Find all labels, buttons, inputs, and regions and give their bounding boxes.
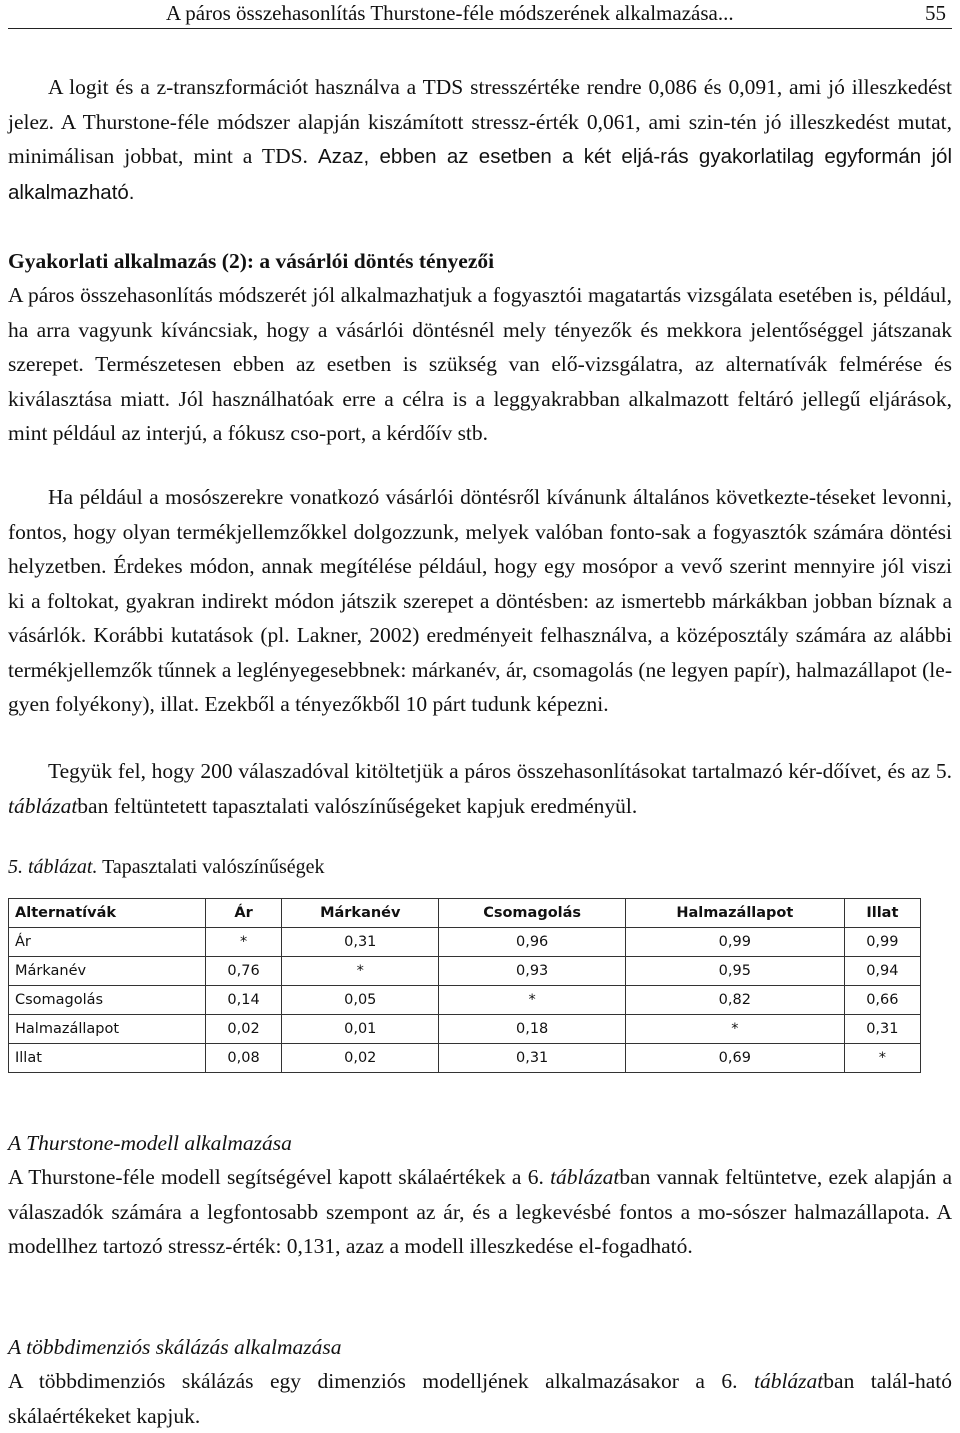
table-cell: 0,76 <box>205 957 281 986</box>
row-label: Márkanév <box>9 957 206 986</box>
table-cell: 0,94 <box>844 957 920 986</box>
column-header: Alternatívák <box>9 899 206 928</box>
body-paragraph-3 <box>8 754 952 823</box>
mds-table-ref: táblázat <box>753 1369 824 1393</box>
table-cell: 0,95 <box>625 957 844 986</box>
p3-text-after: ban feltüntetett tapasztalati valószínűségeket kapjuk eredményül. <box>77 793 638 818</box>
table-cell: 0,93 <box>439 957 626 986</box>
table-cell: * <box>439 986 626 1015</box>
page-number: 55 <box>925 1 946 25</box>
table-row <box>9 1044 921 1073</box>
table-caption <box>8 852 325 882</box>
table-cell: 0,69 <box>625 1044 844 1073</box>
mds-paragraph <box>8 1364 952 1433</box>
column-header: Csomagolás <box>439 899 626 928</box>
thurstone-table-ref: táblázat <box>550 1165 620 1189</box>
table-cell: 0,99 <box>625 928 844 957</box>
intro-text-sans: Azaz, ebben az esetben a két eljá-rás gyakorlatilag egyformán jól alkalmazható. <box>8 145 953 204</box>
table-row <box>9 928 921 957</box>
table-cell: 0,31 <box>844 1015 920 1044</box>
body-paragraph-2: Ha például a mosószerekre vonatkozó vásárlói döntésről kívánunk általános következte-téseket levonni, fontos, hogy olyan termékjellemzőkkel dolgozzunk, melyek valóban fonto-sak a fogyasztók számára döntési helyzetben. Érdekes módon, annak megítélése például, hogy egy mosópor a vevő szerint mennyire jól viszi ki a foltokat, gyakran indirekt módon játszik szerepet a döntésben: az ismertebb márkákban jobban bíznak a vásárlók. Korábbi kutatások (pl. Lakner, 2002) eredményeit felhasználva, a középosztály számára az alábbi termékjellemzők tűnnek a leglényegesebbnek: márkanév, ár, csomagolás (ne legyen papír), halmazállapot (le-gyen folyékony), illat. Ezekből a tényezőkből 10 párt tudunk képezni. <box>8 485 952 716</box>
running-header <box>8 0 952 29</box>
table-cell: 0,02 <box>205 1015 281 1044</box>
column-header: Halmazállapot <box>625 899 844 928</box>
column-header: Illat <box>844 899 920 928</box>
table-cell: * <box>844 1044 920 1073</box>
table-cell: 0,01 <box>282 1015 439 1044</box>
table-row <box>9 986 921 1015</box>
table-cell: 0,14 <box>205 986 281 1015</box>
table-title: Tapasztalati valószínűségek <box>97 856 325 878</box>
thurstone-text-after: ban vannak feltüntetve, ezek alapján a válaszadók számára a legfontosabb szempont az ár, és a legkevésbé fontos a mo-sószer halmazállapota. A modellhez tartozó stressz-érték: 0,131, azaz a modell illeszkedése el-fogadható. <box>8 1165 952 1258</box>
mds-heading: A többdimenziós skálázás alkalmazása <box>8 1335 342 1359</box>
table-row <box>9 957 921 986</box>
row-label: Halmazállapot <box>9 1015 206 1044</box>
thurstone-paragraph <box>8 1160 952 1264</box>
probability-table <box>8 898 921 1073</box>
table-cell: 0,31 <box>439 1044 626 1073</box>
table-cell: 0,96 <box>439 928 626 957</box>
table-cell: 0,02 <box>282 1044 439 1073</box>
table-cell: 0,08 <box>205 1044 281 1073</box>
thurstone-text-before: A Thurstone-féle modell segítségével kapott skálaértékek a 6. <box>8 1165 551 1189</box>
table-cell: * <box>282 957 439 986</box>
table-cell: 0,18 <box>439 1015 626 1044</box>
row-label: Ár <box>9 928 206 957</box>
thurstone-heading: A Thurstone-modell alkalmazása <box>8 1131 292 1155</box>
row-label: Illat <box>9 1044 206 1073</box>
table-cell: 0,66 <box>844 986 920 1015</box>
mds-text-before: A többdimenziós skálázás egy dimenziós modelljének alkalmazásakor a 6. <box>8 1369 754 1393</box>
table-cell: 0,31 <box>282 928 439 957</box>
column-header: Márkanév <box>282 899 439 928</box>
table-cell: 0,99 <box>844 928 920 957</box>
row-label: Csomagolás <box>9 986 206 1015</box>
p3-table-ref: táblázat <box>8 793 78 818</box>
body-paragraph-1: A páros összehasonlítás módszerét jól alkalmazhatjuk a fogyasztói magatartás vizsgálata esetében is, például, ha arra vagyunk kíváncsiak, hogy a vásárlói döntésnél mely tényezők és mekkora jelentőséggel játszanak szerepet. Természetesen ebben az esetben is szükség van elő-vizsgálatra, az alternatívák felmérése és kiválasztása miatt. Jól használhatóak erre a célra is a leggyakrabban alkalmazott feltáró jellegű eljárások, mint például az interjú, a fókusz cso-port, a kérdőív stb. <box>8 283 952 445</box>
table-cell: 0,82 <box>625 986 844 1015</box>
table-cell: * <box>625 1015 844 1044</box>
running-title: A páros összehasonlítás Thurstone-féle módszerének alkalmazása... <box>166 1 734 25</box>
intro-text-serif: A logit és a z-transzformációt használva a TDS stresszértéke rendre 0,086 és 0,091, ami jó illeszkedést jelez. A Thurstone-féle módszer alapján kiszámított stressz-érték 0,061, ami szin-tén jó illeszkedést mutat, minimálisan jobbat, mint a TDS. <box>8 75 952 168</box>
table-header-row <box>9 899 921 928</box>
table-cell: 0,05 <box>282 986 439 1015</box>
section-heading: Gyakorlati alkalmazás (2): a vásárlói döntés tényezői <box>8 249 495 273</box>
intro-paragraph <box>8 70 952 210</box>
table-row <box>9 1015 921 1044</box>
mds-text-after: ban talál-ható skálaértékeket kapjuk. <box>8 1369 952 1428</box>
p3-text-before: Tegyük fel, hogy 200 válaszadóval kitöltetjük a páros összehasonlításokat tartalmazó kér-dőívet, és az 5. <box>48 759 952 783</box>
table-number: 5. táblázat. <box>8 856 98 878</box>
table-cell: * <box>205 928 281 957</box>
column-header: Ár <box>205 899 281 928</box>
